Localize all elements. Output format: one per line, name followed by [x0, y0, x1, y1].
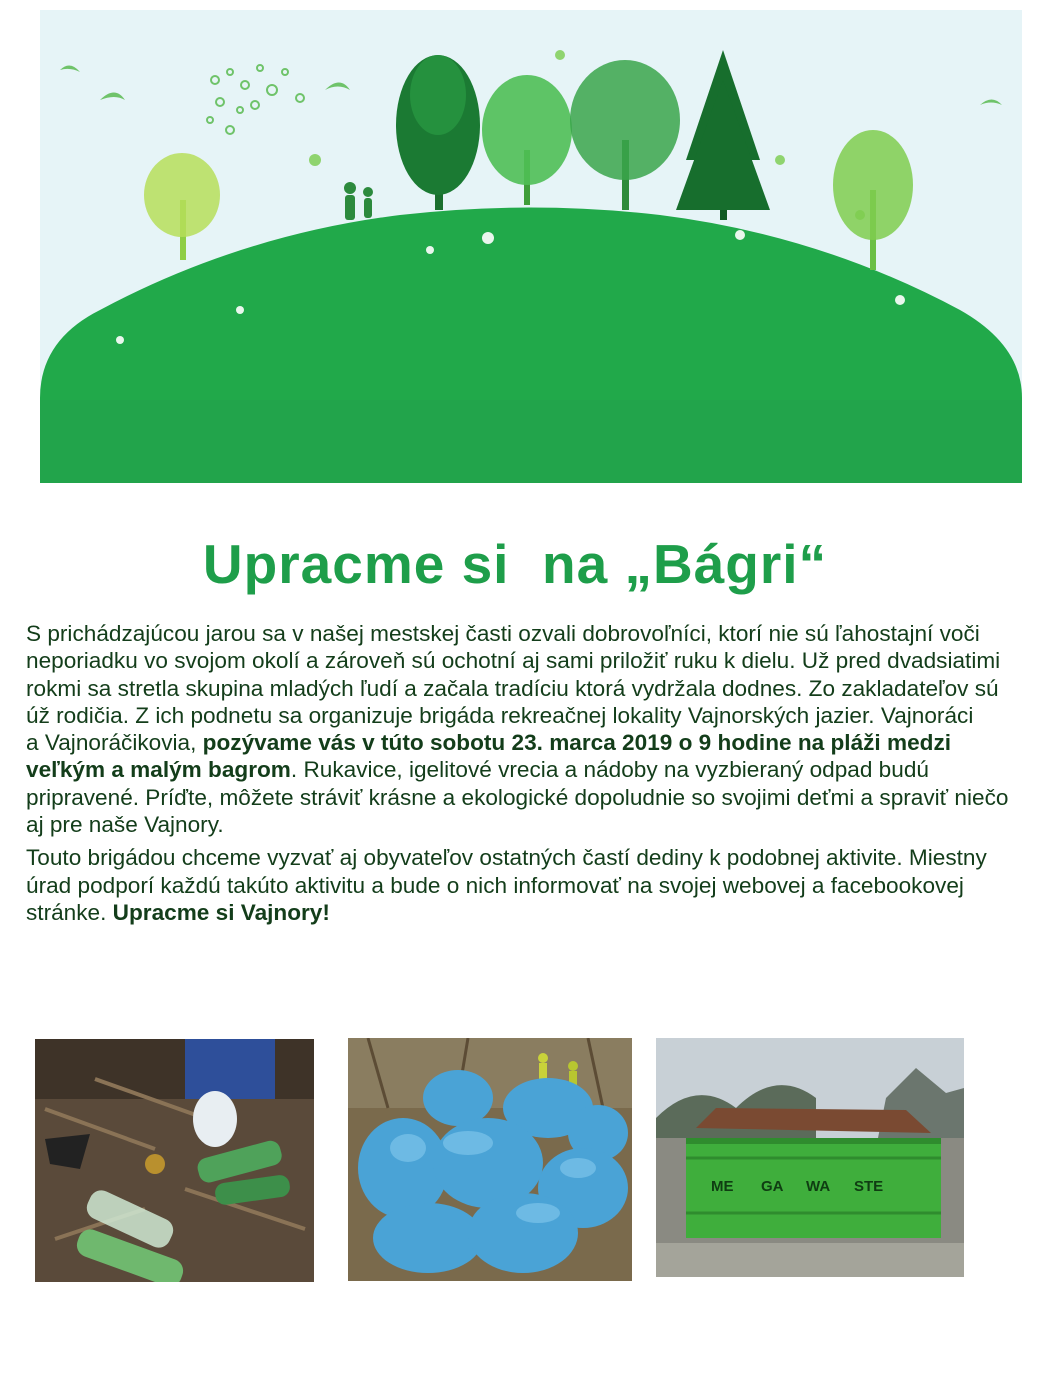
container-label: ME: [711, 1178, 734, 1195]
paragraph-text: S prichádzajúcou jarou sa v našej mestskej časti ozvali dobrovoľníci, ktorí nie sú ľahostajní voči neporiadku vo svojom okolí a zároveň sú ochotní aj sami priložiť ruku k dielu. Už pred dvadsiatimi rokmi sa stretla skupina mladých ľudí a začala tradíciu ktorá vydržala dodnes. Zo zakladateľov sú úž rodičia. Z ich podnetu sa organizuje brigáda rekreačnej lokality Vajnorských jazier. Vajnoráci a Vajnoráčikovia,: [26, 621, 1001, 756]
photo-garbage-bags: [348, 1038, 632, 1281]
event-details: pozývame vás v túto sobotu 23. marca 2019 o 9 hodine na pláži medzi veľkým a malým bagrom: [26, 730, 952, 783]
container-label: WA: [806, 1178, 831, 1195]
article-body: [26, 620, 1016, 932]
photo-waste-container: [656, 1038, 964, 1277]
paragraph-text: . Rukavice, igelitové vrecia a nádoby na vyzbieraný odpad budú pripravené. Príďte, môžete stráviť krásne a ekologické dopoludnie so svojimi deťmi a spraviť niečo aj pre naše Vajnory.: [26, 757, 1009, 838]
photo-litter-bottles: [35, 1039, 314, 1282]
container-label: GA: [761, 1178, 784, 1195]
green-planet-illustration: [40, 10, 1022, 483]
paragraph-text: Touto brigádou chceme vyzvať aj obyvateľov ostatných častí dediny k podobnej aktivite. Miestny úrad podporí každú takúto aktivitu a bude o nich informovať na svojej webovej a facebookovej stránke.: [26, 845, 987, 925]
slogan: Upracme si Vajnory!: [112, 899, 330, 925]
page-title: Upracme si na „Bágri“: [202, 533, 828, 595]
paragraph-appeal: [26, 844, 1016, 926]
paragraph-invitation: [26, 620, 1016, 838]
header-illustration: [40, 10, 1022, 483]
container-label: STE: [854, 1178, 884, 1195]
